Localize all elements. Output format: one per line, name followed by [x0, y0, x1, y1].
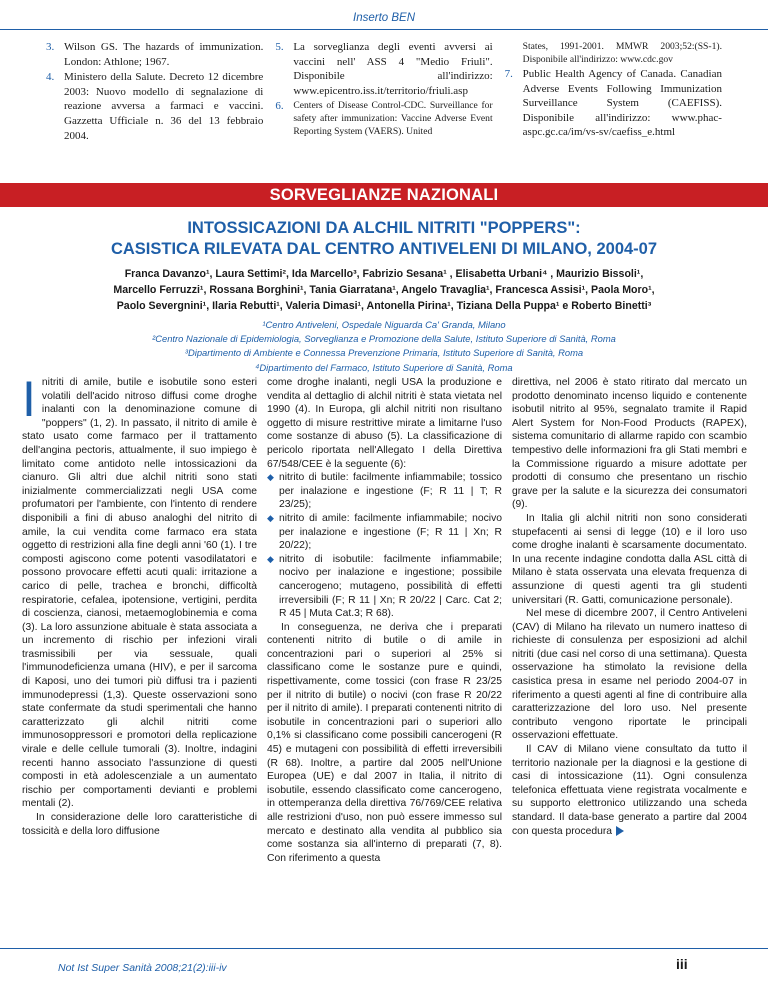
reference-text: Ministero della Salute. Decreto 12 dicembre 2003: Nuovo modello di segnalazione di reazione avversa a farmaci e vaccini. Gazzetta Ufficiale n. 36 del 13 febbraio 2004. [64, 71, 264, 142]
reference-item [46, 70, 263, 143]
hazard-list-item [267, 553, 502, 621]
hazard-text: nitrito di amile: facilmente infiammabile; nocivo per inalazione e ingestione (F; R 11 | Xn; R 20/22); [279, 512, 502, 552]
header-divider [0, 29, 768, 30]
reference-text: Wilson GS. The hazards of immunization. London: Athlone; 1967. [64, 41, 264, 68]
body-column-1 [22, 371, 257, 865]
body-column-2 [267, 376, 502, 865]
affiliation-line: ⁴Dipartimento del Farmaco, Istituto Superiore di Sanità, Roma [255, 361, 513, 373]
article-title-line-1: INTOSSICAZIONI DA ALCHIL NITRITI "POPPERS": [187, 219, 581, 237]
reference-item [275, 40, 492, 98]
reference-number: 4. [46, 71, 55, 84]
article-title-line-2: CASISTICA RILEVATA DAL CENTRO ANTIVELENI DI MILANO, 2004-07 [110, 240, 658, 258]
author-line: Paolo Severgnini¹, Ilaria Rebutti¹, Valeria Dimasi¹, Antonella Pirina¹, Tiziana Della Puppa¹ e Roberto Binetti³ [116, 300, 652, 312]
author-line: Marcello Ferruzzi¹, Rossana Borghini¹, Tania Giarratana¹, Angelo Travaglia¹, Francesca Assisi¹, Paola Moro¹, [113, 284, 655, 296]
reference-item [505, 67, 722, 140]
body-paragraph: In conseguenza, ne deriva che i preparati contenenti nitrito di butile o di amile in concentrazioni pari o superiori al 25% si classificano come le sostanze pure e quindi, rispettivamente, come tossici (con frase R 23/25 per il nitrito di butile) o nocivi (con frase R 20/22 per il nitrito di amile). I preparati contenenti nitrito di isobutile in concentrazioni pari o superiori allo 0,1% si classificano come possibili cancerogeni (R 45) e mutageni con possibilità di effetti irreversibili (R 68). Inoltre, a partire dal 2005 nell'Unione Europea (UE) e dal 2007 in Italia, il nitrito di isobutile, essendo classificato come cancerogeno, in ottemperanza della direttiva 76/769/CEE relativa alle restrizioni d'uso, non può essere immesso sul mercato e destinato alla vendita al pubblico sia come sostanza sia all'interno di preparati (7, 8). Con riferimento a questa [267, 621, 502, 864]
reference-text: Public Health Agency of Canada. Canadian Adverse Events Following Immunization Surveillance System (CAEFISS). Disponibile all'indirizzo: www.phac-aspc.gc.ca/im/vs-sv/caefiss_e.html [522, 68, 722, 139]
reference-number [505, 40, 523, 66]
author-line: Franca Davanzo¹, Laura Settimi², Ida Marcello³, Fabrizio Sesana¹ , Elisabetta Urbani⁴ , Maurizio Bissoli¹, [124, 268, 644, 280]
bullet-icon: ◆ [267, 472, 274, 483]
author-list [40, 266, 728, 314]
reference-text: Centers of Disease Control-CDC. Surveillance for safety after immunization: Vaccine Adverse Event Reporting System (VAERS). United [293, 100, 493, 138]
hazard-text: nitrito di butile: facilmente infiammabile; tossico per inalazione e ingestione (F; R 11 | T; R 23/25); [279, 472, 502, 511]
reference-number: 5. [275, 41, 284, 53]
body-paragraph: nitriti di amile, butile e isobutile sono esteri volatili dell'acido nitroso diffusi come droghe inalanti con la denominazione comune di "poppers" (1, 2). In passato, il nitrito di amile è stato usato come farmaco per il trattamento dell'angina pectoris, attualmente, il suo impiego è limitato come antidoto nelle intossicazioni da cianuro. Gli altri due alchil nitriti sono stati inizialmente commercializzati negli USA come profumatori per l'ambiente, con l'intento di rendere disponibili a fini di abuso analoghi del nitrito di amile, la cui vendita come farmaco era stata oggetto di restrizioni alla fine degli anni '60 (1). I tre composti agiscono come potenti vasodilatatori e possono provocare effetti acuti quali: irritazione a carico di pelle, trachea e bronchi, difficoltà respiratorie, cefalea, ipotensione, vertigini, perdita di coscienza, cianosi, metaemoglobinemia e coma (3). La loro assunzione abituale è stata associata a un incremento di rischio per infezioni virali trasmissibili per via sessuale, quali l'immunodeficienza umana (HIV), e per il sarcoma di Kaposi, uno dei tumori più diffusi tra i pazienti immunodepressi (1,3). Queste osservazioni sono state confermate da studi sperimentali che hanno caratterizzato gli alchil nitriti come immunosoppressori e promotori della replicazione virale e delle cellule tumorali (3). Inoltre, indagini recenti hanno associato l'assunzione di questi composti in età adolescenziale a un aumentato rischio per comportamenti devianti e problemi mentali (2). [22, 377, 257, 810]
body-paragraph: direttiva, nel 2006 è stato ritirato dal mercato un prodotto denominato incenso liquido e contenente isobutil nitrito al 95%, segnalato tramite il Rapid Alert System for Non-Food Products (RAPEX), sistema comunitario di allarme rapido con scambio tempestivo delle informazioni fra gli Stati membri e la Commissione riguardo a misure adottate per prodotti di consumo che presentano un rischio grave per la salute e la sicurezza dei consumatori (9). [512, 377, 747, 511]
reference-number: 3. [46, 41, 55, 53]
section-banner: SORVEGLIANZE NAZIONALI [0, 183, 768, 207]
reference-number: 6. [275, 100, 284, 113]
reference-number: 7. [504, 68, 513, 80]
reference-list [46, 40, 722, 144]
reference-text: La sorveglianza degli eventi avversi ai vaccini nell' ASS 4 "Medio Friuli". Disponibile all'indirizzo: www.epicentro.iss.it/territorio/friuli.asp [293, 41, 493, 97]
reference-item [46, 40, 263, 69]
body-paragraph: In Italia gli alchil nitriti non sono considerati stupefacenti ai sensi di legge (10) e il loro uso come droghe inalanti è scarsamente documentato. In una recente indagine condotta dalla ASL città di Milano è stata osservata una elevata frequenza di assunzione di questi agenti tra gli studenti universitari (R. Gatti, comunicazione personale). [512, 512, 747, 606]
body-column-3 [512, 376, 747, 865]
affiliation-list [40, 318, 728, 375]
hazard-text: nitrito di isobutile: facilmente infiammabile; nocivo per inalazione e ingestione; possibile cancerogeno; mutageno, possibilità di effetti irreversibili (F; R 11 | Xn; R 20/22 | Carc. Cat 2; R 45 | Muta Cat.3; R 68). [279, 553, 502, 620]
hazard-list-item [267, 471, 502, 512]
reference-column-2 [275, 40, 492, 144]
drop-cap: I [22, 371, 36, 427]
reference-column-1 [46, 40, 263, 144]
page-number: iii [676, 956, 688, 972]
footer-divider [0, 948, 768, 949]
body-paragraph [512, 743, 747, 838]
reference-item [505, 40, 722, 66]
bullet-icon: ◆ [267, 512, 274, 523]
body-paragraph: In considerazione delle loro caratteristiche di tossicità e della loro diffusione [22, 812, 257, 837]
bullet-icon: ◆ [267, 553, 274, 564]
affiliation-line: ²Centro Nazionale di Epidemiologia, Sorveglianza e Promozione della Salute, Istituto Superiore di Sanità, Roma [152, 333, 616, 345]
reference-text: States, 1991-2001. MMWR 2003;52:(SS-1). Disponibile all'indirizzo: www.cdc.gov [522, 41, 722, 65]
continue-arrow-icon [616, 826, 624, 836]
article-title [0, 218, 768, 260]
reference-column-3 [505, 40, 722, 144]
affiliation-line: ³Dipartimento di Ambiente e Connessa Prevenzione Primaria, Istituto Superiore di Sanità, Roma [184, 347, 584, 359]
body-paragraph-text: Il CAV di Milano viene consultato da tutto il territorio nazionale per la diagnosi e la gestione di casi di intossicazione (11). Ogni consulenza telefonica effettuata viene registrata vocalmente e su supporto elettronico utilizzando una scheda standard. Il data-base generato a partire dal 2004 con questa procedura [512, 744, 747, 837]
body-paragraph: come droghe inalanti, negli USA la produzione e vendita al dettaglio di alchil nitriti è stata vietata nel 1990 (4). In Europa, gli alchil nitriti non risultano oggetto di misure restrittive mirate a limitarne l'uso come sostanze di abuso (5). La classificazione di pericolo riportata nell'Allegato I della Direttiva 67/548/CEE è la seguente (6): [267, 377, 502, 470]
reference-item [275, 99, 492, 138]
running-header: Inserto BEN [353, 12, 415, 24]
journal-citation: Not Ist Super Sanità 2008;21(2):iii-iv [58, 962, 227, 974]
affiliation-line: ¹Centro Antiveleni, Ospedale Niguarda Ca' Granda, Milano [262, 319, 506, 330]
body-paragraph: Nel mese di dicembre 2007, il Centro Antiveleni (CAV) di Milano ha rilevato un numero inatteso di richieste di consulenza per esposizioni ad alchil nitriti (due casi nel corso di una settimana). Questa osservazione ha stimolato la revisione della casistica presa in esame nel periodo 2004-07 in riferimento a questi agenti al fine di contribuire alla caratterizzazione del loro uso. Nel presente contributo vengono riportate le principali osservazioni effettuate. [512, 608, 747, 742]
article-body [22, 371, 748, 865]
hazard-list-item [267, 512, 502, 553]
